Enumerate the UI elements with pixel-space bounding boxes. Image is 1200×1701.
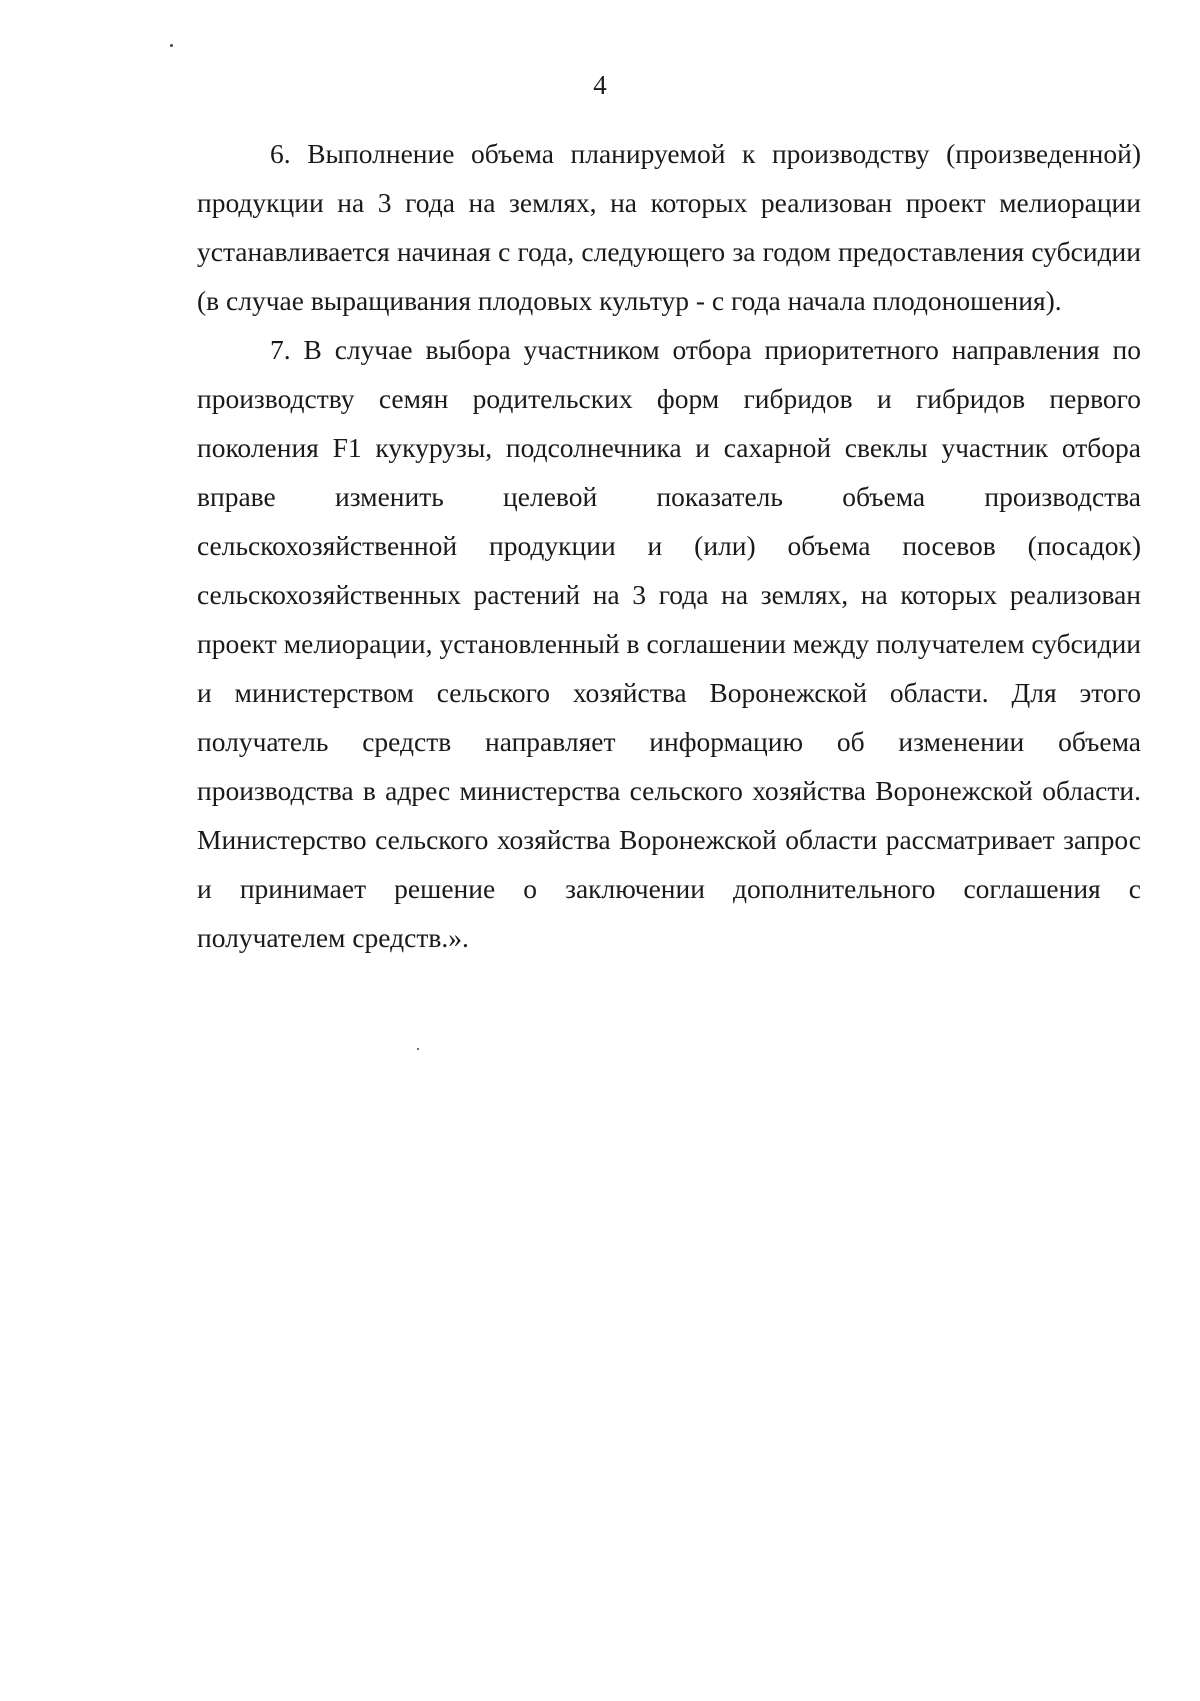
page-number: 4 [593,70,607,100]
paragraph-6: 6. Выполнение объема планируемой к производству (произведенной) продукции на 3 года на землях, на которых реализован проект мелиорации устанавливается начиная с года, следующего за годом предоставления субсидии (в случае выращивания плодовых культур - с года начала плодоношения). [197,138,1141,316]
document-body [197,129,1141,962]
scan-speck [170,44,173,47]
scan-speck [417,1048,419,1050]
paragraph-7: 7. В случае выбора участником отбора приоритетного направления по производству семян родительских форм гибридов и гибридов первого поколения F1 кукурузы, подсолнечника и сахарной свеклы участник отбора вправе изменить целевой показатель объема производства сельскохозяйственной продукции и (или) объема посевов (посадок) сельскохозяйственных растений на 3 года на землях, на которых реализован проект мелиорации, установленный в соглашении между получателем субсидии и министерством сельского хозяйства Воронежской области. Для этого получатель средств направляет информацию об изменении объема производства в адрес министерства сельского хозяйства Воронежской области. Министерство сельского хозяйства Воронежской области рассматривает запрос и принимает решение о заключении дополнительного соглашения с получателем средств.». [197,334,1141,953]
